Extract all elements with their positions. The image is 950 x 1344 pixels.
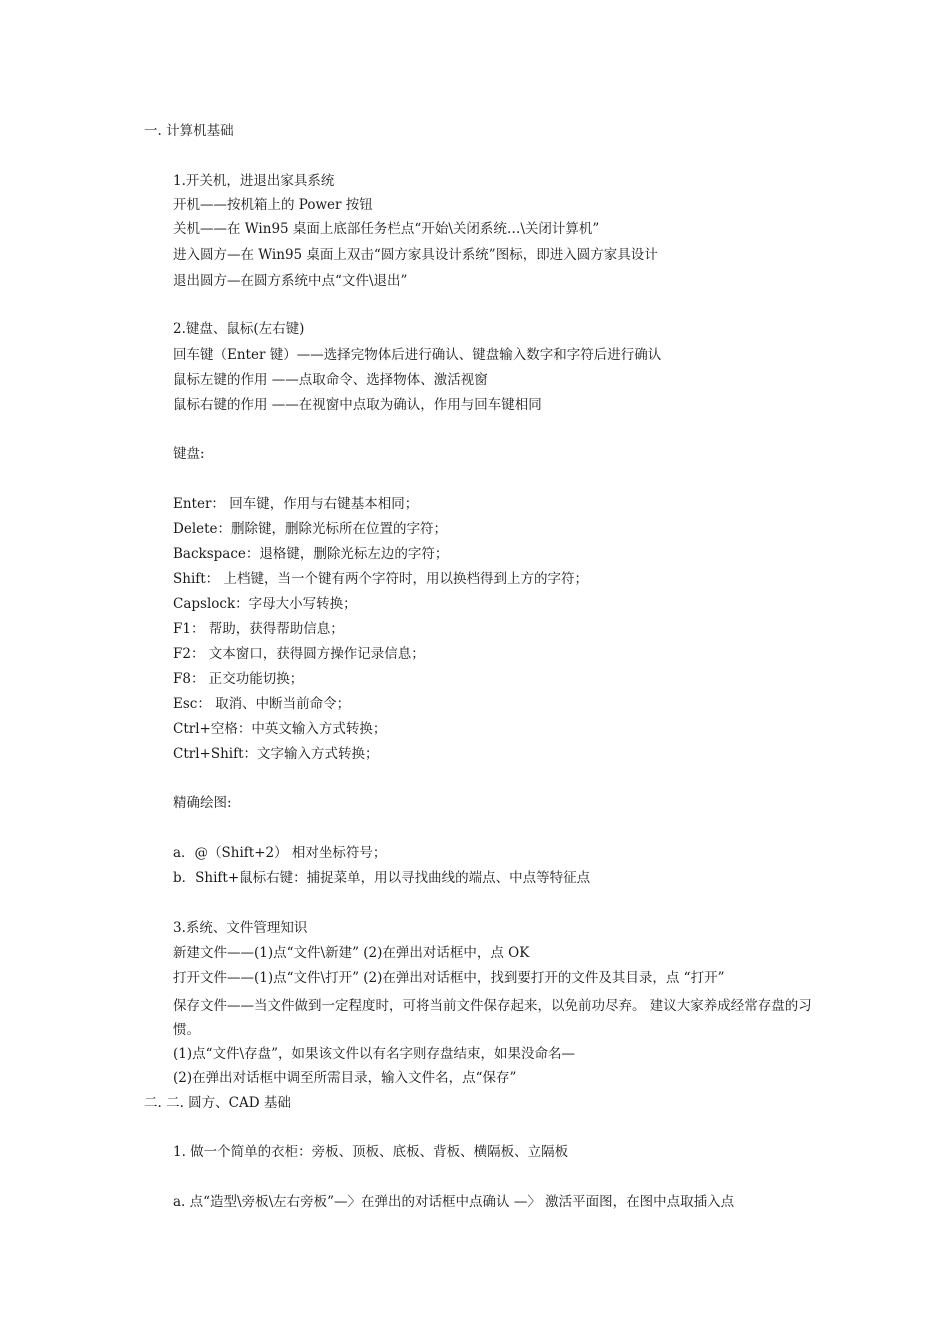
keyboard-line: Enter： 回车键，作用与右键基本相同； [173,496,419,512]
section1-heading: 一. 计算机基础 [144,123,234,139]
text-line: 新建文件——(1)点“文件\新建” (2)在弹出对话框中，点 OK [173,945,530,961]
keyboard-title: 键盘: [173,446,205,462]
text-line: 回车键（Enter 键）——选择完物体后进行确认、键盘输入数字和字符后进行确认 [173,347,662,363]
precise-title: 精确绘图: [173,795,232,811]
keyboard-line: F8： 正交功能切换； [173,671,304,687]
keyboard-line: Capslock：字母大小写转换； [173,596,357,612]
text-line: 进入圆方—在 Win95 桌面上双击“圆方家具设计系统”图标，即进入圆方家具设计 [173,247,658,263]
text-line: 打开文件——(1)点“文件\打开” (2)在弹出对话框中，找到要打开的文件及其目录，点 “打开” [173,970,725,986]
keyboard-line: Ctrl+Shift：文字输入方式转换； [173,746,379,762]
keyboard-line: Shift： 上档键，当一个键有两个字符时，用以换档得到上方的字符； [173,571,588,587]
text-line: 1. 做一个简单的衣柜：旁板、顶板、底板、背板、横隔板、立隔板 [173,1144,569,1160]
keyboard-line: Ctrl+空格：中英文输入方式转换； [173,721,387,737]
text-line: a. 点“造型\旁板\左右旁板”—〉在弹出的对话框中点确认 —〉 激活平面图，在图中点取插入点 [173,1194,735,1210]
text-line: 关机——在 Win95 桌面上底部任务栏点“开始\关闭系统…\关闭计算机” [173,221,600,237]
keyboard-line: Delete：删除键，删除光标所在位置的字符； [173,521,448,537]
text-line: 开机——按机箱上的 Power 按钮 [173,197,373,213]
keyboard-line: F2： 文本窗口，获得圆方操作记录信息； [173,646,425,662]
text-line: (2)在弹出对话框中调至所需目录，输入文件名，点“保存” [173,1070,517,1086]
text-line: 退出圆方—在圆方系统中点“文件\退出” [173,273,408,289]
sub2-title: 2.键盘、鼠标(左右键) [173,321,305,337]
sub3-title: 3.系统、文件管理知识 [173,920,308,936]
text-paragraph: 保存文件——当文件做到一定程度时，可将当前文件保存起来，以免前功尽弃。 建议大家养成经常存盘的习惯。 [173,998,812,1038]
keyboard-line: Esc： 取消、中断当前命令； [173,696,351,712]
section2-heading: 二. 二. 圆方、CAD 基础 [144,1095,291,1111]
precise-line: b．Shift+鼠标右键：捕捉菜单，用以寻找曲线的端点、中点等特征点 [173,870,591,886]
keyboard-line: Backspace：退格键，删除光标左边的字符； [173,546,449,562]
text-line: 鼠标右键的作用 ——在视窗中点取为确认，作用与回车键相同 [173,397,542,413]
sub1-title: 1.开关机，进退出家具系统 [173,173,335,189]
keyboard-line: F1： 帮助，获得帮助信息； [173,621,344,637]
precise-line: a．@（Shift+2） 相对坐标符号； [173,845,387,861]
text-line: (1)点“文件\存盘”，如果该文件以有名字则存盘结束，如果没命名— [173,1046,575,1062]
text-line: 鼠标左键的作用 ——点取命令、选择物体、激活视窗 [173,372,488,388]
